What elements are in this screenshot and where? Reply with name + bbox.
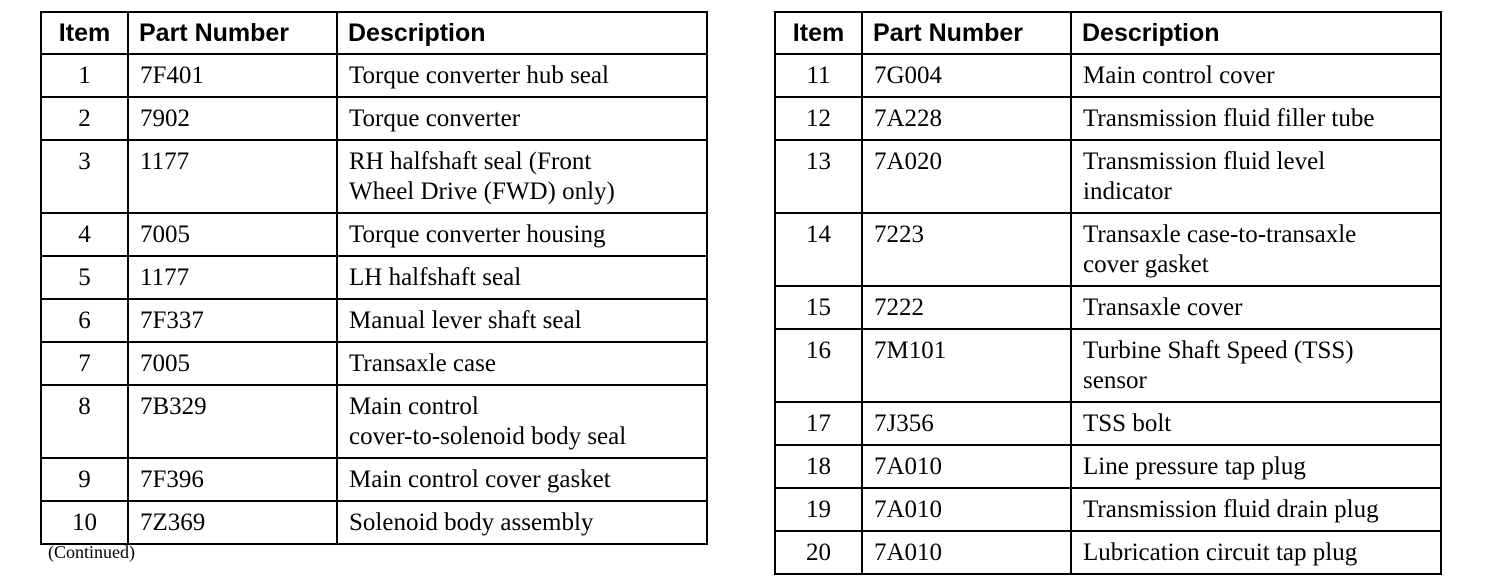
cell-description: Torque converter hub seal bbox=[337, 54, 707, 97]
cell-part-number: 7F337 bbox=[128, 299, 337, 342]
cell-item: 9 bbox=[41, 458, 128, 501]
table-row bbox=[41, 458, 707, 501]
table-row bbox=[775, 54, 1441, 97]
cell-description: Turbine Shaft Speed (TSS) sensor bbox=[1071, 329, 1441, 402]
parts-table-left bbox=[40, 11, 708, 545]
cell-part-number: 7902 bbox=[128, 97, 337, 140]
parts-table-right bbox=[774, 11, 1442, 575]
cell-description: Torque converter housing bbox=[337, 213, 707, 256]
table-row bbox=[41, 501, 707, 544]
cell-part-number: 7005 bbox=[128, 213, 337, 256]
cell-item: 2 bbox=[41, 97, 128, 140]
header-part-number: Part Number bbox=[862, 12, 1071, 54]
cell-description: Main control cover gasket bbox=[337, 458, 707, 501]
cell-item: 20 bbox=[775, 531, 862, 574]
cell-item: 15 bbox=[775, 286, 862, 329]
table-row bbox=[775, 488, 1441, 531]
cell-part-number: 1177 bbox=[128, 140, 337, 213]
header-item: Item bbox=[775, 12, 862, 54]
cell-description: Transaxle cover bbox=[1071, 286, 1441, 329]
table-row bbox=[41, 54, 707, 97]
cell-item: 5 bbox=[41, 256, 128, 299]
cell-item: 13 bbox=[775, 140, 862, 213]
table-header-row bbox=[41, 12, 707, 54]
cell-item: 10 bbox=[41, 501, 128, 544]
cell-description: Transmission fluid level indicator bbox=[1071, 140, 1441, 213]
table-body-right bbox=[775, 54, 1441, 574]
cell-description: Main control cover-to-solenoid body seal bbox=[337, 385, 707, 458]
cell-part-number: 7005 bbox=[128, 342, 337, 385]
cell-description: TSS bolt bbox=[1071, 402, 1441, 445]
table-row bbox=[41, 299, 707, 342]
cell-part-number: 7Z369 bbox=[128, 501, 337, 544]
cell-description: Transmission fluid filler tube bbox=[1071, 97, 1441, 140]
cell-description: Solenoid body assembly bbox=[337, 501, 707, 544]
cell-item: 3 bbox=[41, 140, 128, 213]
table-row bbox=[775, 329, 1441, 402]
cell-item: 1 bbox=[41, 54, 128, 97]
cell-part-number: 1177 bbox=[128, 256, 337, 299]
cell-part-number: 7223 bbox=[862, 213, 1071, 286]
cell-part-number: 7J356 bbox=[862, 402, 1071, 445]
header-item: Item bbox=[41, 12, 128, 54]
table-row bbox=[41, 342, 707, 385]
cell-item: 8 bbox=[41, 385, 128, 458]
cell-description: Manual lever shaft seal bbox=[337, 299, 707, 342]
table-row bbox=[775, 531, 1441, 574]
cell-item: 4 bbox=[41, 213, 128, 256]
table-row bbox=[775, 213, 1441, 286]
table-row bbox=[41, 213, 707, 256]
header-part-number: Part Number bbox=[128, 12, 337, 54]
table-row bbox=[775, 140, 1441, 213]
cell-item: 6 bbox=[41, 299, 128, 342]
cell-description: Main control cover bbox=[1071, 54, 1441, 97]
cell-part-number: 7222 bbox=[862, 286, 1071, 329]
cell-item: 19 bbox=[775, 488, 862, 531]
cell-description: Torque converter bbox=[337, 97, 707, 140]
cell-item: 17 bbox=[775, 402, 862, 445]
cell-description: Transmission fluid drain plug bbox=[1071, 488, 1441, 531]
cell-description: Transaxle case-to-transaxle cover gasket bbox=[1071, 213, 1441, 286]
cell-item: 7 bbox=[41, 342, 128, 385]
cell-description: Lubrication circuit tap plug bbox=[1071, 531, 1441, 574]
header-description: Description bbox=[1071, 12, 1441, 54]
cell-part-number: 7A020 bbox=[862, 140, 1071, 213]
cell-part-number: 7A010 bbox=[862, 445, 1071, 488]
table-row bbox=[41, 140, 707, 213]
cell-part-number: 7B329 bbox=[128, 385, 337, 458]
table-row bbox=[41, 97, 707, 140]
table-row bbox=[775, 402, 1441, 445]
cell-part-number: 7M101 bbox=[862, 329, 1071, 402]
cell-description: RH halfshaft seal (Front Wheel Drive (FWD) only) bbox=[337, 140, 707, 213]
cell-item: 12 bbox=[775, 97, 862, 140]
cell-part-number: 7F396 bbox=[128, 458, 337, 501]
table-row bbox=[41, 256, 707, 299]
table-row bbox=[41, 385, 707, 458]
cell-part-number: 7A228 bbox=[862, 97, 1071, 140]
continued-note: (Continued) bbox=[48, 542, 135, 562]
cell-item: 11 bbox=[775, 54, 862, 97]
table-row bbox=[775, 286, 1441, 329]
cell-item: 16 bbox=[775, 329, 862, 402]
cell-part-number: 7F401 bbox=[128, 54, 337, 97]
cell-part-number: 7A010 bbox=[862, 531, 1071, 574]
table-body-left bbox=[41, 54, 707, 544]
table-row bbox=[775, 445, 1441, 488]
cell-part-number: 7G004 bbox=[862, 54, 1071, 97]
cell-description: Transaxle case bbox=[337, 342, 707, 385]
cell-description: LH halfshaft seal bbox=[337, 256, 707, 299]
table-header-row bbox=[775, 12, 1441, 54]
header-description: Description bbox=[337, 12, 707, 54]
cell-item: 18 bbox=[775, 445, 862, 488]
table-row bbox=[775, 97, 1441, 140]
cell-item: 14 bbox=[775, 213, 862, 286]
cell-part-number: 7A010 bbox=[862, 488, 1071, 531]
cell-description: Line pressure tap plug bbox=[1071, 445, 1441, 488]
